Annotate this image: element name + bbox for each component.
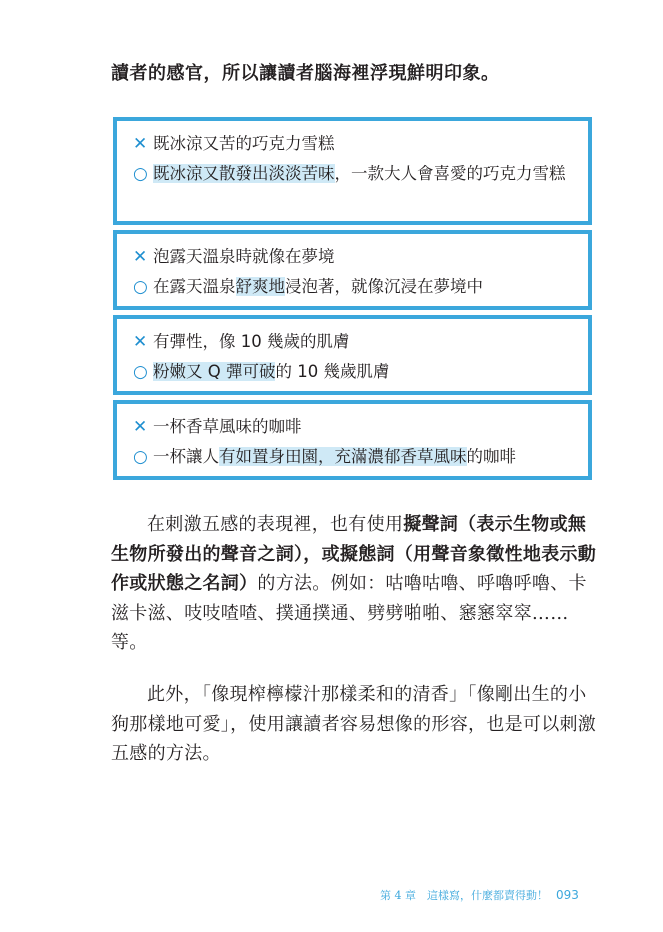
good-example-text <box>153 272 483 302</box>
example-box-4 <box>113 400 592 480</box>
circle-icon: ○ <box>133 362 148 382</box>
good-example-text <box>153 442 516 472</box>
good-post: 的 10 幾歲肌膚 <box>275 362 390 381</box>
cross-icon: ✕ <box>133 247 148 267</box>
bad-example <box>133 327 574 357</box>
page-footer <box>380 887 600 903</box>
example-box-2 <box>113 230 592 310</box>
bad-example-text: 泡露天溫泉時就像在夢境 <box>153 247 335 266</box>
good-example <box>133 159 574 189</box>
good-post: 的咖啡 <box>466 447 516 466</box>
paragraph-imagery: 此外，「像現榨檸檬汁那樣柔和的清香」「像剛出生的小狗那樣地可愛」，使用讓讀者容易想像的形容，也是可以刺激五感的方法。 <box>111 684 597 764</box>
paragraph-onomatopoeia <box>111 510 601 658</box>
good-pre: 一杯讓人 <box>153 447 219 466</box>
highlight: 有如置身田園，充滿濃郁香草風味 <box>219 447 467 466</box>
bad-example-text: 一杯香草風味的咖啡 <box>153 417 302 436</box>
circle-icon: ○ <box>133 447 148 467</box>
page-number: 093 <box>556 888 579 902</box>
highlight: 既冰涼又散發出淡淡苦味 <box>153 164 335 183</box>
circle-icon: ○ <box>133 277 148 297</box>
good-post: ，一款大人會喜愛的巧克力雪糕 <box>334 164 566 183</box>
paragraph-text: 的方法。例如：咕嚕咕嚕、呼嚕呼嚕、卡滋卡滋、吱吱喳喳、撲通撲通、劈劈啪啪、窸窸窣窣……等。 <box>111 573 587 653</box>
paragraph-text: 在刺激五感的表現裡，也有使用 <box>147 514 404 535</box>
good-example <box>133 357 574 387</box>
cross-icon: ✕ <box>133 134 148 154</box>
good-example <box>133 442 574 472</box>
good-example-text <box>153 159 566 189</box>
good-example-text <box>153 357 389 387</box>
highlight: 粉嫩又 Q 彈可破 <box>153 362 276 381</box>
bad-example <box>133 242 574 272</box>
cross-icon: ✕ <box>133 332 148 352</box>
bad-example-text: 既冰涼又苦的巧克力雪糕 <box>153 134 335 153</box>
example-box-1 <box>113 117 592 225</box>
lead-sentence: 讀者的感官，所以讓讀者腦海裡浮現鮮明印象。 <box>111 63 500 84</box>
example-box-3 <box>113 315 592 395</box>
chapter-title: 第 4 章 這樣寫，什麼都賣得動！ <box>380 889 548 902</box>
bad-example <box>133 412 574 442</box>
bad-example <box>133 129 574 159</box>
good-pre: 在露天溫泉 <box>153 277 236 296</box>
good-post: 浸泡著，就像沉浸在夢境中 <box>285 277 483 296</box>
good-example <box>133 272 574 302</box>
paragraph-bold: 擬聲詞（表示生物或無生物所發出的聲音之詞），或擬態詞（用聲音象徵性地表示動作或狀態之名詞） <box>111 514 597 594</box>
circle-icon: ○ <box>133 164 148 184</box>
cross-icon: ✕ <box>133 417 148 437</box>
bad-example-text: 有彈性，像 10 幾歲的肌膚 <box>153 332 350 351</box>
highlight: 舒爽地 <box>235 277 285 296</box>
